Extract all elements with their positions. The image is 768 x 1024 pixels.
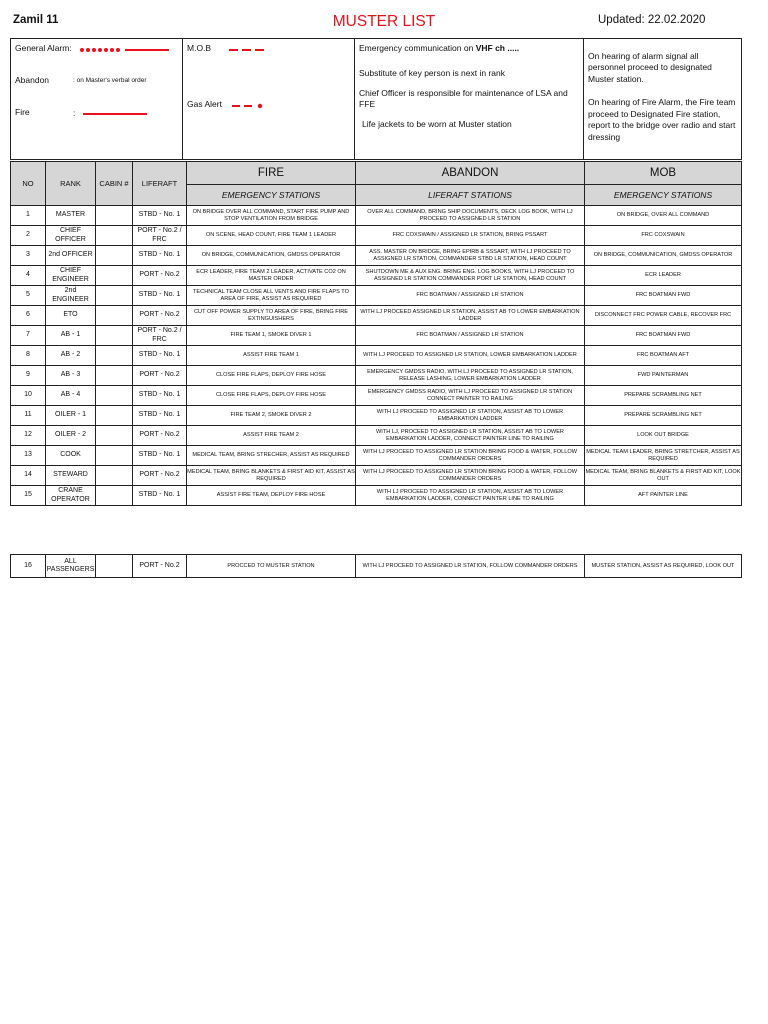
table-row [11, 206, 742, 226]
cell-fire: TECHNICAL TEAM CLOSE ALL VENTS AND FIRE FLAPS TO AREA OF FIRE, ASSIST AS REQUIRED [187, 286, 356, 306]
cell-fire: ASSIST FIRE TEAM, DEPLOY FIRE HOSE [187, 486, 356, 506]
alarm-notes-cell [584, 39, 742, 160]
cell-fire: ASSIST FIRE TEAM 2 [187, 426, 356, 446]
cell-liferaft: STBD - No. 1 [133, 346, 187, 366]
cell-cabin [96, 486, 133, 506]
cell-no: 5 [11, 286, 46, 306]
cell-cabin [96, 266, 133, 286]
cell-fire: ON BRIDGE OVER ALL COMMAND, START FIRE PUMP AND STOP VENTILATION FROM BRIDGE [187, 206, 356, 226]
cell-liferaft: PORT - No.2 [133, 426, 187, 446]
cell-fire: CLOSE FIRE FLAPS, DEPLOY FIRE HOSE [187, 366, 356, 386]
cell-abandon: EMERGENCY GMDSS RADIO, WITH LJ PROCEED TO ASSIGNED LR STATION CONNECT PAINTER TO RAILING [356, 386, 585, 406]
cell-rank: AB - 3 [46, 366, 96, 386]
cell-no: 11 [11, 406, 46, 426]
cell-rank: OILER - 2 [46, 426, 96, 446]
cell-mob: FRC BOATMAN AFT [585, 346, 742, 366]
cell-mob: FRC COXSWAIN [585, 226, 742, 246]
cell-abandon: SHUTDOWN ME & AUX ENG. BRING ENG. LOG BOOKS, WITH LJ PROCEED TO ASSIGNED LR STATION COMMANDER PORT LR STATION, HEAD COUNT [356, 266, 585, 286]
alarm-signal-note: On hearing of alarm signal all personnel proceed to designated Muster station. [588, 51, 712, 84]
gas-alert-row [187, 99, 350, 131]
general-alarm-row [15, 43, 178, 75]
general-alarm-signal-icon [79, 46, 179, 54]
cell-no: 6 [11, 306, 46, 326]
cell-liferaft: STBD - No. 1 [133, 446, 187, 466]
mob-label: M.O.B [187, 43, 212, 53]
table-row [11, 326, 742, 346]
cell-abandon: OVER ALL COMMAND, BRING SHIP DOCUMENTS, DECK LOG BOOK, WITH LJ PROCEED TO ASSIGNED LR STATION [356, 206, 585, 226]
signals-table [10, 38, 742, 160]
col-liferaft-header: LIFERAFT [133, 162, 187, 206]
cell-no: 9 [11, 366, 46, 386]
cell-cabin [96, 366, 133, 386]
cell-rank: COOK [46, 446, 96, 466]
table-row [11, 266, 742, 286]
chief-officer-note: Chief Officer is responsible for maintenance of LSA and FFE [359, 87, 568, 110]
cell-cabin [96, 226, 133, 246]
cell-mob: FWD PAINTERMAN [585, 366, 742, 386]
cell-rank: CHIEF OFFICER [46, 226, 96, 246]
cell-liferaft: STBD - No. 1 [133, 246, 187, 266]
alarm-signals-cell [11, 39, 183, 160]
cell-mob: ECR LEADER [585, 266, 742, 286]
cell-mob: PREPARE SCRAMBLING NET [585, 406, 742, 426]
abandon-row [15, 75, 178, 107]
cell-liferaft: STBD - No. 1 [133, 206, 187, 226]
table-row [11, 406, 742, 426]
col-fire-header: FIRE [187, 162, 356, 185]
cell-no: 14 [11, 466, 46, 486]
cell-abandon: FRC BOATMAN / ASSIGNED LR STATION [356, 326, 585, 346]
cell-mob: MEDICAL TEAM LEADER, BRING STRETCHER, ASSIST AS REQUIRED [585, 446, 742, 466]
cell-mob: ON BRIDGE, COMMUNICATION, GMDSS OPERATOR [585, 246, 742, 266]
gas-alert-signal-icon [231, 102, 271, 110]
table-row [11, 286, 742, 306]
cell-cabin [96, 555, 133, 578]
table-row [11, 446, 742, 466]
table-row [11, 346, 742, 366]
table-row [11, 486, 742, 506]
muster-table [10, 161, 742, 506]
cell-liferaft: PORT - No.2 / FRC [133, 226, 187, 246]
cell-rank: AB - 4 [46, 386, 96, 406]
cell-abandon: ASS. MASTER ON BRIDGE, BRING EPIRB & SSSART, WITH LJ PROCEED TO ASSIGNED LR STATION, COMMANDER STBD LR STATION, HEAD COUNT [356, 246, 585, 266]
cell-rank: CHIEF ENGINEER [46, 266, 96, 286]
cell-no: 4 [11, 266, 46, 286]
fire-subheader: EMERGENCY STATIONS [187, 185, 356, 206]
cell-rank: AB - 1 [46, 326, 96, 346]
life-jackets-note: Life jackets to be worn at Muster station [362, 118, 512, 129]
cell-cabin [96, 386, 133, 406]
cell-mob: MUSTER STATION, ASSIST AS REQUIRED, LOOK OUT [585, 555, 742, 578]
mob-subheader: EMERGENCY STATIONS [585, 185, 742, 206]
cell-fire: ON SCENE, HEAD COUNT, FIRE TEAM 1 LEADER [187, 226, 356, 246]
cell-liferaft: STBD - No. 1 [133, 386, 187, 406]
cell-rank: CRANE OPERATOR [46, 486, 96, 506]
cell-fire: ON BRIDGE, COMMUNICATION, GMDSS OPERATOR [187, 246, 356, 266]
cell-cabin [96, 346, 133, 366]
cell-cabin [96, 306, 133, 326]
cell-fire: PROCCED TO MUSTER STATION [187, 555, 356, 578]
cell-fire: CUT OFF POWER SUPPLY TO AREA OF FIRE, BRING FIRE EXTINGUISHERS [187, 306, 356, 326]
cell-cabin [96, 406, 133, 426]
cell-mob: PREPARE SCRAMBLING NET [585, 386, 742, 406]
cell-abandon: WITH LJ PROCEED TO ASSIGNED LR STATION BRING FOOD & WATER, FOLLOW COMMANDER ORDERS [356, 446, 585, 466]
col-mob-header: MOB [585, 162, 742, 185]
cell-no: 1 [11, 206, 46, 226]
mob-gas-cell [183, 39, 355, 160]
cell-fire: CLOSE FIRE FLAPS, DEPLOY FIRE HOSE [187, 386, 356, 406]
cell-cabin [96, 466, 133, 486]
general-alarm-label: General Alarm: [15, 43, 72, 53]
cell-cabin [96, 286, 133, 306]
cell-liferaft: PORT - No.2 [133, 306, 187, 326]
cell-abandon: FRC COXSWAIN / ASSIGNED LR STATION, BRING PSSART [356, 226, 585, 246]
cell-mob: ON BRIDGE, OVER ALL COMMAND [585, 206, 742, 226]
mob-row [187, 43, 350, 99]
cell-liferaft: PORT - No.2 / FRC [133, 326, 187, 346]
cell-no: 8 [11, 346, 46, 366]
cell-fire: ECR LEADER, FIRE TEAM 2 LEADER, ACTIVATE CO2 ON MASTER ORDER [187, 266, 356, 286]
cell-abandon: WITH LJ PROCEED TO ASSIGNED LR STATION, ASSIST AB TO LOWER EMBARKATION LADDER, CONNECT PAINTER LINE TO RAILING [356, 486, 585, 506]
cell-cabin [96, 206, 133, 226]
cell-no: 15 [11, 486, 46, 506]
table-row [11, 466, 742, 486]
cell-cabin [96, 246, 133, 266]
cell-mob: MEDICAL TEAM, BRING BLANKETS & FIRST AID KIT, LOOK OUT [585, 466, 742, 486]
cell-rank: ALL PASSENGERS [46, 555, 96, 578]
cell-liferaft: PORT - No.2 [133, 466, 187, 486]
cell-abandon: WITH LJ PROCEED TO ASSIGNED LR STATION, ASSIST AB TO LOWER EMBARKATION LADDER [356, 406, 585, 426]
cell-no: 16 [11, 555, 46, 578]
table-row [11, 246, 742, 266]
cell-abandon: WITH LJ PROCEED ASSIGNED LR STATION, ASSIST AB TO LOWER EMBARKATION LADDER [356, 306, 585, 326]
mob-signal-icon [227, 47, 277, 53]
table-row [11, 226, 742, 246]
abandon-label: Abandon [15, 75, 50, 85]
cell-abandon: WITH LJ PROCEED TO ASSIGNED LR STATION, LOWER EMBARKATION LADDER [356, 346, 585, 366]
cell-abandon: FRC BOATMAN / ASSIGNED LR STATION [356, 286, 585, 306]
emergency-notes-cell [355, 39, 584, 160]
cell-cabin [96, 326, 133, 346]
fire-label: Fire [15, 107, 30, 117]
cell-rank: OILER - 1 [46, 406, 96, 426]
cell-fire: MEDICAL TEAM, BRING STRECHER, ASSIST AS REQUIRED [187, 446, 356, 466]
fire-colon: : [73, 108, 76, 118]
table-row-passengers [11, 555, 742, 578]
cell-abandon: WITH LJ, PROCEED TO ASSIGNED LR STATION, ASSIST AB TO LOWER EMBARKATION LADDER, CONNECT PAINTER LINE TO RAILING [356, 426, 585, 446]
cell-no: 7 [11, 326, 46, 346]
cell-liferaft: PORT - No.2 [133, 266, 187, 286]
abandon-note: : on Master's verbal order [73, 77, 147, 84]
cell-liferaft: STBD - No. 1 [133, 406, 187, 426]
cell-abandon: WITH LJ PROCEED TO ASSIGNED LR STATION, FOLLOW COMMANDER ORDERS [356, 555, 585, 578]
cell-mob: LOOK OUT BRIDGE [585, 426, 742, 446]
cell-rank: 2nd ENGINEER [46, 286, 96, 306]
emergency-comm-note [359, 43, 579, 54]
col-cabin-header: CABIN # [96, 162, 133, 206]
cell-no: 10 [11, 386, 46, 406]
cell-no: 2 [11, 226, 46, 246]
cell-mob: FRC BOATMAN FWD [585, 326, 742, 346]
cell-fire: ASSIST FIRE TEAM 1 [187, 346, 356, 366]
fire-row [15, 107, 178, 139]
col-rank-header: RANK [46, 162, 96, 206]
passengers-table [10, 554, 742, 578]
cell-no: 3 [11, 246, 46, 266]
cell-liferaft: STBD - No. 1 [133, 486, 187, 506]
cell-abandon: EMERGENCY GMDSS RADIO, WITH LJ PROCEED TO ASSIGNED LR STATION, RELEASE LASHING, LOWER EMBARKATION LADDER [356, 366, 585, 386]
cell-no: 12 [11, 426, 46, 446]
table-row [11, 386, 742, 406]
cell-fire: MEDICAL TEAM, BRING BLANKETS & FIRST AID KIT, ASSIST AS REQUIRED [187, 466, 356, 486]
cell-cabin [96, 446, 133, 466]
col-abandon-header: ABANDON [356, 162, 585, 185]
page-title: MUSTER LIST [332, 13, 436, 30]
cell-no: 13 [11, 446, 46, 466]
cell-rank: 2nd OFFICER [46, 246, 96, 266]
cell-liferaft: PORT - No.2 [133, 555, 187, 578]
gas-alert-label: Gas Alert [187, 99, 222, 109]
vessel-name: Zamil 11 [13, 14, 59, 26]
cell-rank: MASTER [46, 206, 96, 226]
updated-date: Updated: 22.02.2020 [598, 14, 706, 26]
table-row [11, 306, 742, 326]
substitute-note: Substitute of key person is next in rank [359, 68, 505, 79]
cell-fire: FIRE TEAM 2, SMOKE DIVER 2 [187, 406, 356, 426]
cell-rank: STEWARD [46, 466, 96, 486]
cell-mob: FRC BOATMAN FWD [585, 286, 742, 306]
emergency-comm-text: Emergency communication on [359, 43, 476, 53]
table-row [11, 366, 742, 386]
cell-mob: AFT PAINTER LINE [585, 486, 742, 506]
abandon-subheader: LIFERAFT STATIONS [356, 185, 585, 206]
cell-rank: ETO [46, 306, 96, 326]
cell-rank: AB - 2 [46, 346, 96, 366]
cell-mob: DISCONNECT FRC POWER CABLE, RECOVER FRC [585, 306, 742, 326]
cell-liferaft: PORT - No.2 [133, 366, 187, 386]
cell-liferaft: STBD - No. 1 [133, 286, 187, 306]
fire-alarm-note: On hearing of Fire Alarm, the Fire team proceed to Designated Fire station, report to the bridge over radio and start dressing [588, 97, 736, 142]
cell-cabin [96, 426, 133, 446]
cell-abandon: WITH LJ PROCEED TO ASSIGNED LR STATION BRING FOOD & WATER, FOLLOW COMMANDER ORDERS [356, 466, 585, 486]
fire-signal-icon [83, 111, 153, 117]
col-no-header: NO [11, 162, 46, 206]
cell-fire: FIRE TEAM 1, SMOKE DIVER 1 [187, 326, 356, 346]
table-row [11, 426, 742, 446]
vhf-channel: VHF ch ..... [475, 43, 520, 53]
